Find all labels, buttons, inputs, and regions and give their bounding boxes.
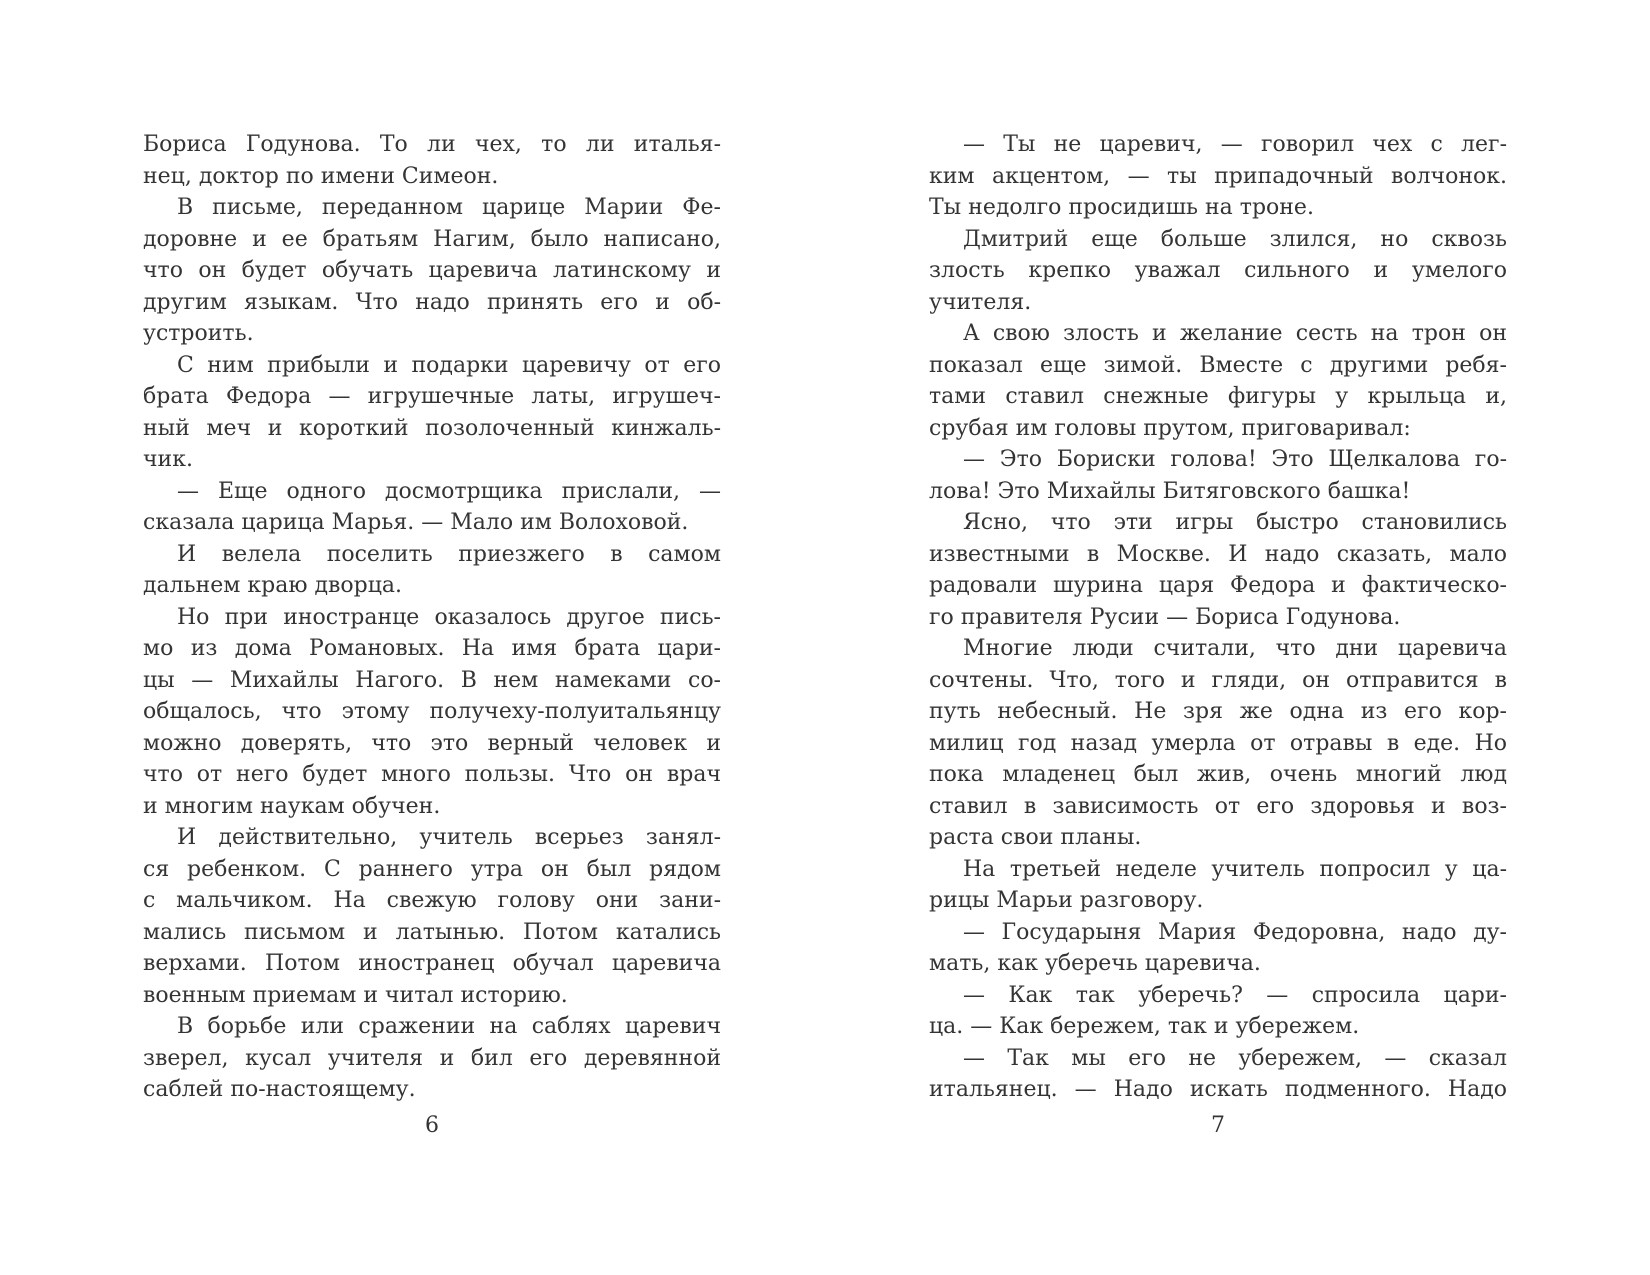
- text-line: ный меч и короткий позолоченный кинжаль-: [143, 415, 721, 441]
- text-line: мать, как уберечь царевича.: [929, 951, 1261, 976]
- text-line: чик.: [143, 447, 193, 472]
- text-line: устроить.: [143, 321, 254, 346]
- text-line: цы — Михайлы Нагого. В нем намеками со-: [143, 667, 721, 693]
- text-line: тами ставил снежные фигуры у крыльца и,: [929, 384, 1507, 409]
- text-line: срубая им головы прутом, приговаривал:: [929, 415, 1411, 441]
- text-line: В борьбе или сражении на саблях царевич: [177, 1014, 721, 1039]
- text-line: дальнем краю дворца.: [143, 573, 403, 598]
- text-line: показал еще зимой. Вместе с другими ребя-: [929, 352, 1507, 378]
- text-line: — Это Бориски голова! Это Щелкалова го-: [963, 447, 1507, 472]
- page-number-right: 7: [1211, 1113, 1225, 1138]
- text-line: Ясно, что эти игры быстро становились: [963, 510, 1507, 535]
- text-line: Ты недолго просидишь на троне.: [929, 195, 1314, 220]
- text-line: пока младенец был жив, очень многий люд: [929, 762, 1507, 787]
- text-line: сказала царица Марья. — Мало им Волоховой.: [143, 510, 689, 535]
- text-line: ким акцентом, — ты припадочный волчонок.: [929, 163, 1507, 189]
- text-line: общалось, что этому получеху-полуитальянцу: [143, 699, 721, 724]
- text-line: известными в Москве. И надо сказать, мало: [929, 541, 1507, 567]
- text-line: Многие люди считали, что дни царевича: [963, 636, 1507, 661]
- text-line: учителя.: [929, 289, 1032, 315]
- text-line: Бориса Годунова. То ли чех, то ли италья-: [143, 132, 721, 157]
- text-line: На третьей неделе учитель попросил у ца-: [963, 856, 1507, 882]
- text-line: И велела поселить приезжего в самом: [177, 541, 721, 567]
- text-line: брата Федора — игрушечные латы, игрушеч-: [143, 384, 721, 409]
- text-line: лова! Это Михайлы Битяговского башка!: [929, 478, 1411, 504]
- text-line: другим языкам. Что надо принять его и об-: [143, 289, 721, 315]
- text-line: раста свои планы.: [929, 825, 1142, 850]
- text-line: А свою злость и желание сесть на трон он: [963, 321, 1507, 346]
- text-line: Дмитрий еще больше злился, но сквозь: [963, 226, 1507, 252]
- text-line: саблей по-настоящему.: [143, 1077, 416, 1102]
- text-line: В письме, переданном царице Марии Фе-: [177, 195, 721, 220]
- text-line: — Так мы его не убережем, — сказал: [963, 1045, 1507, 1071]
- text-line: — Еще одного досмотрщика прислали, —: [177, 478, 721, 504]
- text-line: мо из дома Романовых. На имя брата цари-: [143, 636, 721, 661]
- text-line: путь небесный. Не зря же одна из его кор-: [929, 699, 1507, 724]
- text-line: сочтены. Что, того и гляди, он отправится в: [929, 667, 1507, 693]
- text-line: с мальчиком. На свежую голову они зани-: [143, 888, 721, 913]
- text-line: — Ты не царевич, — говорил чех с лег-: [963, 132, 1507, 157]
- text-line: И действительно, учитель всерьез занял-: [177, 825, 721, 850]
- text-line: — Как так уберечь? — спросила цари-: [963, 982, 1507, 1008]
- text-line: С ним прибыли и подарки царевичу от его: [177, 352, 721, 378]
- text-line: что он будет обучать царевича латинскому и: [143, 258, 721, 283]
- text-line: и многим наукам обучен.: [143, 793, 441, 819]
- text-line: ца. — Как бережем, так и убережем.: [929, 1014, 1360, 1039]
- page-left-text-column: [143, 129, 721, 1106]
- text-line: ся ребенком. С раннего утра он был рядом: [143, 856, 721, 882]
- text-line: — Государыня Мария Федоровна, надо ду-: [963, 919, 1507, 945]
- text-line: милиц год назад умерла от отравы в еде. Но: [929, 730, 1507, 756]
- text-line: радовали шурина царя Федора и фактическо-: [929, 573, 1507, 598]
- text-line: зверел, кусал учителя и бил его деревянной: [143, 1045, 721, 1071]
- text-line: мались письмом и латынью. Потом катались: [143, 919, 721, 945]
- text-line: можно доверять, что это верный человек и: [143, 730, 721, 756]
- text-line: Но при иностранце оказалось другое пись-: [177, 604, 721, 630]
- text-line: злость крепко уважал сильного и умелого: [929, 258, 1507, 283]
- text-line: итальянец. — Надо искать подменного. Надо: [929, 1077, 1507, 1102]
- page-number-left: 6: [425, 1113, 439, 1138]
- text-line: верхами. Потом иностранец обучал царевича: [143, 951, 721, 976]
- text-line: доровне и ее братьям Нагим, было написано,: [143, 226, 721, 252]
- text-line: го правителя Русии — Бориса Годунова.: [929, 604, 1401, 630]
- page-right-text-column: [929, 129, 1507, 1106]
- text-line: рицы Марьи разговору.: [929, 888, 1204, 913]
- text-line: нец, доктор по имени Симеон.: [143, 163, 499, 189]
- text-line: ставил в зависимость от его здоровья и воз-: [929, 793, 1507, 819]
- text-line: военным приемам и читал историю.: [143, 982, 568, 1008]
- text-line: что от него будет много пользы. Что он врач: [143, 762, 721, 787]
